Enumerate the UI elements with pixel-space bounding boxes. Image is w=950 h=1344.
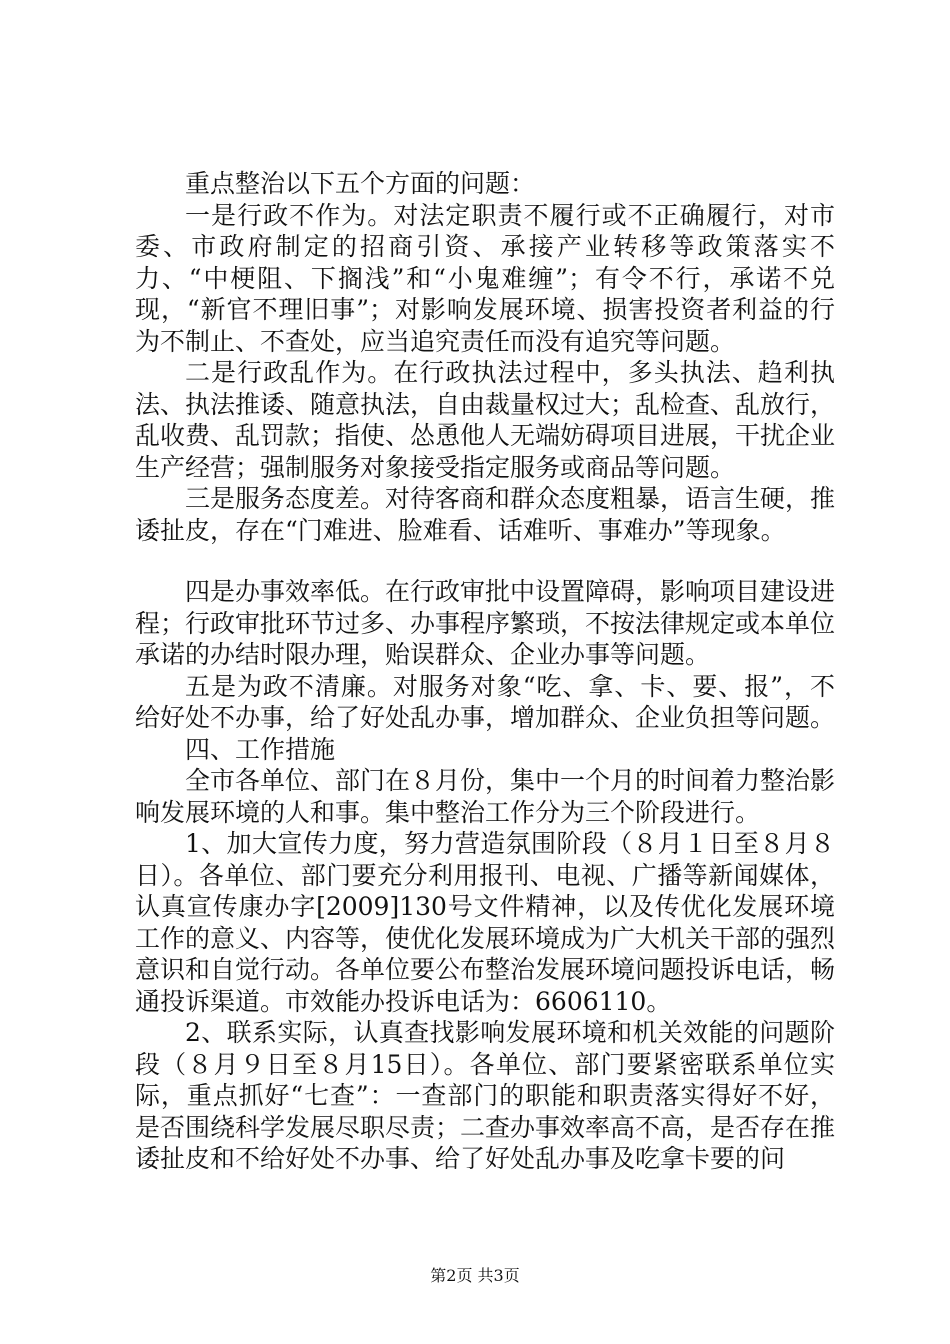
section-heading-measures: 四、工作措施 bbox=[185, 734, 336, 764]
paragraph-stage-two: 2、联系实际，认真查找影响发展环境和机关效能的问题阶段（８月９日至８月15日）。各单位、部门要紧密联系单位实际，重点抓好“七查”：一查部门的职能和职责落实得好不好，是否围绕科学发展尽职尽责；二查办事效率高不高，是否存在推诿扯皮和不给好处不办事、给了好处乱办事及吃拿卡要的问 bbox=[135, 1018, 836, 1173]
paragraph-stage-one: 1、加大宣传力度，努力营造氛围阶段（８月１日至８月８日）。各单位、部门要充分利用报刊、电视、广播等新闻媒体，认真宣传康办字[2009]130号文件精神，以及传优化发展环境工作的意义、内容等，使优化发展环境成为广大机关干部的强烈意识和自觉行动。各单位要公布整治发展环境问题投诉电话，畅通投诉渠道。市效能办投诉电话为：6606110。 bbox=[135, 829, 836, 1016]
paragraph-item-two: 二是行政乱作为。在行政执法过程中，多头执法、趋利执法、执法推诿、随意执法，自由裁量权过大；乱检查、乱放行，乱收费、乱罚款；指使、怂恿他人无端妨碍项目进展，干扰企业生产经营；强制服务对象接受指定服务或商品等问题。 bbox=[135, 358, 836, 482]
paragraph-spacer bbox=[135, 546, 835, 576]
paragraph-item-one: 一是行政不作为。对法定职责不履行或不正确履行，对市委、市政府制定的招商引资、承接产业转移等政策落实不力、“中梗阻、下搁浅”和“小鬼难缠”；有令不行，承诺不兑现，“新官不理旧事”；对影响发展环境、损害投资者利益的行为不制止、不查处，应当追究责任而没有追究等问题。 bbox=[135, 200, 835, 356]
paragraph-item-five: 五是为政不清廉。对服务对象“吃、拿、卡、要、报”，不给好处不办事，给了好处乱办事，增加群众、企业负担等问题。 bbox=[135, 671, 836, 732]
paragraph-measures-intro: 全市各单位、部门在８月份，集中一个月的时间着力整治影响发展环境的人和事。集中整治工作分为三个阶段进行。 bbox=[135, 766, 836, 827]
page-footer bbox=[0, 1266, 950, 1286]
paragraph-item-three: 三是服务态度差。对待客商和群众态度粗暴，语言生硬，推诿扯皮，存在“门难进、脸难看、话难听、事难办”等现象。 bbox=[135, 484, 836, 545]
paragraph-intro: 重点整治以下五个方面的问题： bbox=[185, 169, 536, 198]
paragraph-item-four: 四是办事效率低。在行政审批中设置障碍，影响项目建设进程；行政审批环节过多、办事程序繁琐，不按法律规定或本单位承诺的办结时限办理，贻误群众、企业办事等问题。 bbox=[135, 577, 836, 669]
document-body bbox=[135, 168, 835, 1175]
page-number-label: 第2页 共3页 bbox=[430, 1266, 520, 1285]
